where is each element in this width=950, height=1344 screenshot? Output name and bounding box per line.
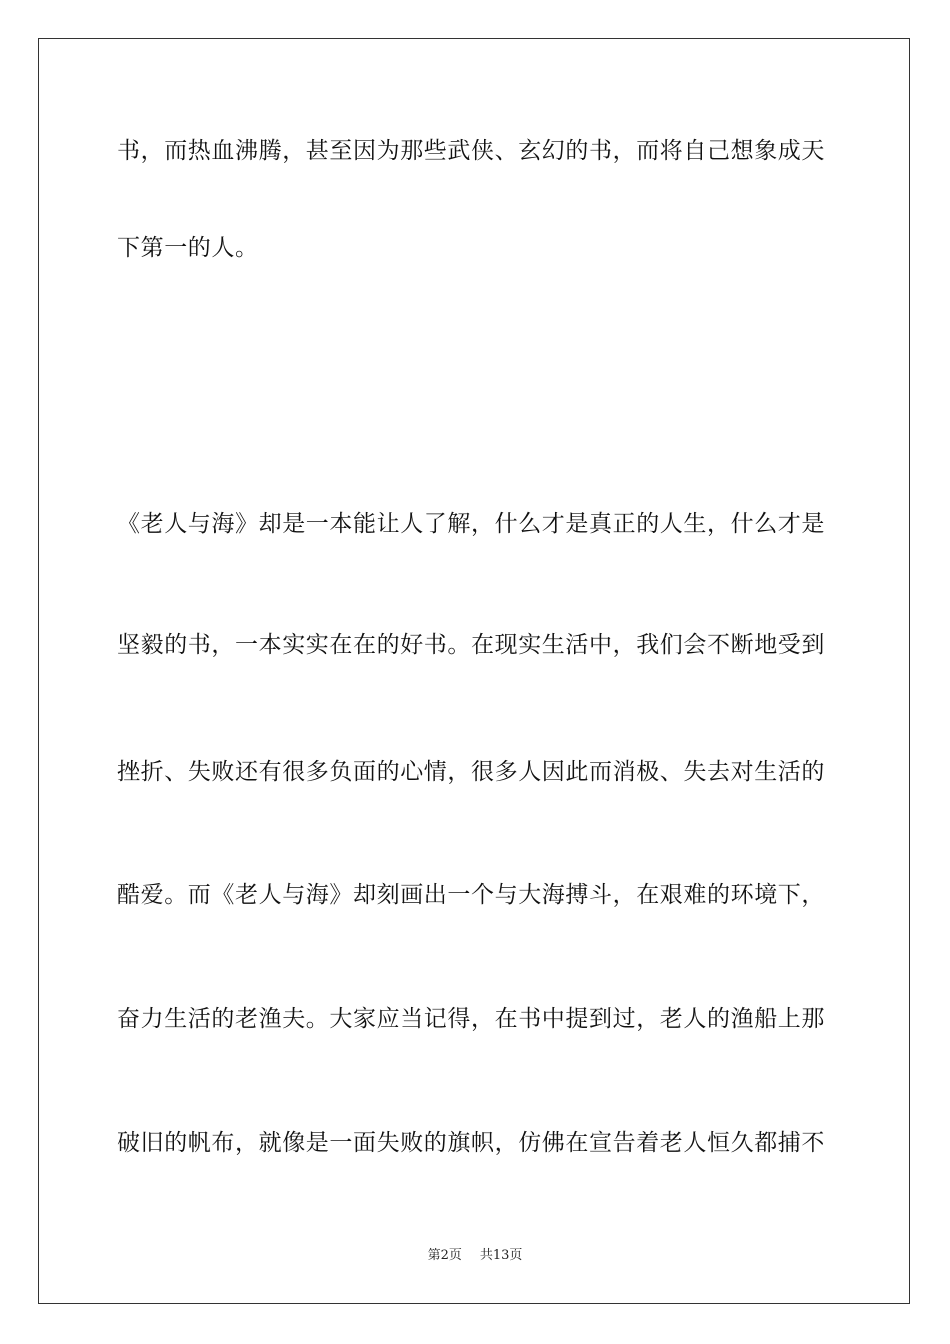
- text-line: 书，而热血沸腾，甚至因为那些武侠、玄幻的书，而将自己想象成天: [117, 138, 825, 164]
- text-line: 挫折、失败还有很多负面的心情，很多人因此而消极、失去对生活的: [117, 759, 825, 785]
- text-line: 《老人与海》却是一本能让人了解，什么才是真正的人生，什么才是: [117, 511, 825, 537]
- page-number: 第2页: [427, 1248, 462, 1263]
- text-line: 酷爱。而《老人与海》却刻画出一个与大海搏斗，在艰难的环境下，: [117, 882, 825, 908]
- text-line: 下第一的人。: [117, 235, 259, 261]
- page-total: 共13页: [479, 1248, 523, 1263]
- text-line: 破旧的帆布，就像是一面失败的旗帜，仿佛在宣告着老人恒久都捕不: [117, 1130, 825, 1156]
- text-line: 坚毅的书，一本实实在在的好书。在现实生活中，我们会不断地受到: [117, 632, 825, 658]
- page-footer: [0, 1247, 950, 1265]
- page-border: [38, 38, 910, 1304]
- text-line: 奋力生活的老渔夫。大家应当记得，在书中提到过，老人的渔船上那: [117, 1006, 825, 1032]
